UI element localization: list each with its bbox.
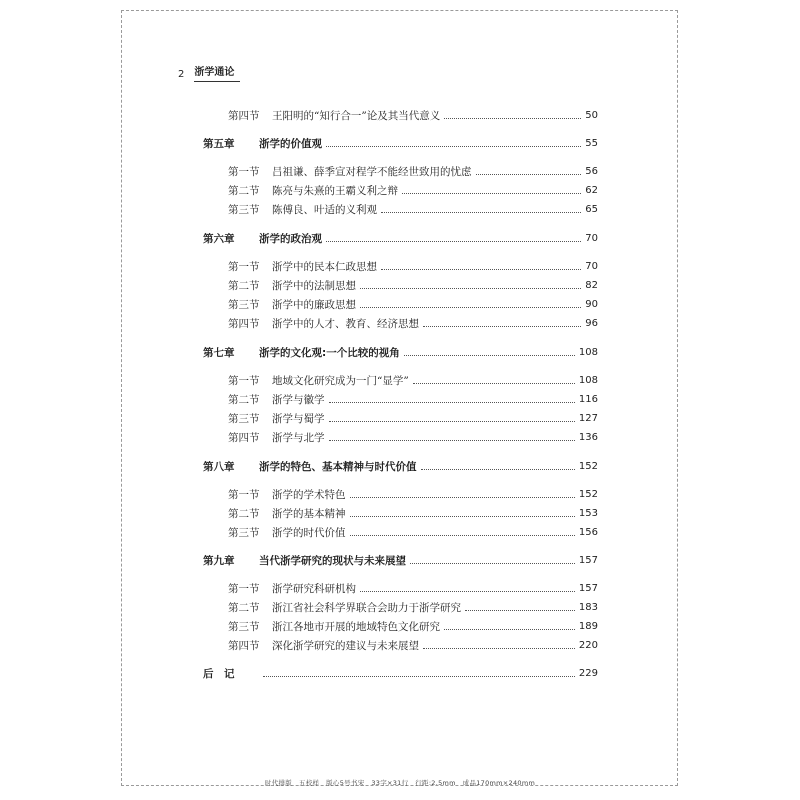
- section-title: 地域文化研究成为一门“显学”: [272, 374, 409, 387]
- dot-leader: [326, 145, 581, 147]
- section-label: 第三节: [228, 412, 260, 425]
- chapter-label: 第六章: [203, 232, 235, 245]
- section-title: 浙江省社会科学界联合会助力于浙学研究: [272, 601, 461, 614]
- dot-leader: [326, 240, 581, 242]
- toc-entry-ch9-s1[interactable]: [228, 579, 598, 597]
- chapter-label: 第九章: [203, 554, 235, 567]
- chapter-title: 浙学的文化观:一个比较的视角: [259, 346, 400, 359]
- toc-entry-ch5[interactable]: [203, 134, 598, 152]
- section-title: 浙学中的民本仁政思想: [272, 260, 377, 273]
- toc-entry-ch7-s2[interactable]: [228, 390, 598, 408]
- dot-leader: [476, 173, 582, 175]
- toc-entry-ch8-s3[interactable]: [228, 523, 598, 541]
- section-label: 第四节: [228, 639, 260, 652]
- toc-entry-ch6-s4[interactable]: [228, 314, 598, 332]
- page-ref: 108: [578, 346, 598, 358]
- chapter-label: 第七章: [203, 346, 235, 359]
- section-title: 吕祖谦、薛季宣对程学不能经世致用的忧虑: [272, 165, 472, 178]
- section-title: 浙学与北学: [272, 431, 325, 444]
- chapter-title: 浙学的政治观: [259, 232, 322, 245]
- section-label: 第二节: [228, 393, 260, 406]
- page-ref: 157: [578, 582, 598, 594]
- section-title: 浙学中的人才、教育、经济思想: [272, 317, 419, 330]
- book-title: 浙学通论: [194, 66, 240, 82]
- page-ref: 65: [585, 203, 598, 215]
- dot-leader: [350, 496, 575, 498]
- page-ref: 55: [585, 137, 598, 149]
- typesetting-footer: 时代排版 五校样 版心5号书宋 33字×31行 行距:2.5mm 成品170mm×240mm: [264, 779, 536, 787]
- page-ref: 82: [585, 279, 598, 291]
- dot-leader: [444, 628, 575, 630]
- dot-leader: [381, 268, 581, 270]
- page-ref: 220: [578, 639, 598, 651]
- dot-leader: [423, 647, 575, 649]
- dot-leader: [381, 211, 581, 213]
- page-ref: 70: [585, 260, 598, 272]
- dot-leader: [329, 420, 575, 422]
- section-label: 第三节: [228, 526, 260, 539]
- toc-entry-ch9[interactable]: [203, 551, 598, 569]
- toc-entry-afterword[interactable]: [203, 664, 598, 682]
- dot-leader: [360, 590, 575, 592]
- section-title: 陈亮与朱熹的王霸义利之辩: [272, 184, 398, 197]
- dot-leader: [465, 609, 575, 611]
- chapter-title: 浙学的特色、基本精神与时代价值: [259, 460, 417, 473]
- toc-entry-ch6-s3[interactable]: [228, 295, 598, 313]
- page-number: 2: [178, 69, 185, 80]
- toc-entry-ch6-s1[interactable]: [228, 257, 598, 275]
- page-ref: 156: [578, 526, 598, 538]
- dot-leader: [360, 287, 581, 289]
- section-title: 浙学的时代价值: [272, 526, 346, 539]
- dot-leader: [413, 382, 575, 384]
- page-ref: 229: [578, 667, 598, 679]
- dot-leader: [350, 515, 575, 517]
- page-ref: 157: [578, 554, 598, 566]
- page-ref: 70: [585, 232, 598, 244]
- section-label: 第一节: [228, 260, 260, 273]
- dot-leader: [350, 534, 575, 536]
- toc-entry-ch6[interactable]: [203, 229, 598, 247]
- section-label: 第四节: [228, 109, 260, 122]
- toc-entry-ch7-s1[interactable]: [228, 371, 598, 389]
- dot-leader: [360, 306, 581, 308]
- section-label: 第三节: [228, 620, 260, 633]
- dot-leader: [444, 117, 581, 119]
- section-title: 王阳明的“知行合一”论及其当代意义: [272, 109, 441, 122]
- toc-entry-ch9-s3[interactable]: [228, 617, 598, 635]
- toc-entry-ch5-s2[interactable]: [228, 181, 598, 199]
- dot-leader: [423, 325, 581, 327]
- toc-entry-ch8-s2[interactable]: [228, 504, 598, 522]
- toc-entry-ch9-s2[interactable]: [228, 598, 598, 616]
- toc-entry-ch8-s1[interactable]: [228, 485, 598, 503]
- page-ref: 116: [578, 393, 598, 405]
- toc-entry-ch6-s2[interactable]: [228, 276, 598, 294]
- section-label: 第一节: [228, 165, 260, 178]
- toc-entry-ch7-s3[interactable]: [228, 409, 598, 427]
- page-ref: 108: [578, 374, 598, 386]
- page-ref: 127: [578, 412, 598, 424]
- toc-entry-ch4-s4[interactable]: [228, 106, 598, 124]
- section-title: 浙学与蜀学: [272, 412, 325, 425]
- section-title: 浙学的学术特色: [272, 488, 346, 501]
- chapter-title: 浙学的价值观: [259, 137, 322, 150]
- dot-leader: [402, 192, 581, 194]
- page-ref: 62: [585, 184, 598, 196]
- chapter-label: 第五章: [203, 137, 235, 150]
- section-title: 陈傅良、叶适的义利观: [272, 203, 377, 216]
- toc-entry-ch8[interactable]: [203, 457, 598, 475]
- section-label: 第二节: [228, 507, 260, 520]
- section-label: 第三节: [228, 203, 260, 216]
- dot-leader: [410, 562, 575, 564]
- section-label: 第二节: [228, 601, 260, 614]
- dot-leader: [329, 401, 575, 403]
- page-ref: 152: [578, 460, 598, 472]
- page-ref: 90: [585, 298, 598, 310]
- section-label: 第三节: [228, 298, 260, 311]
- section-title: 浙学与徽学: [272, 393, 325, 406]
- toc-entry-ch7[interactable]: [203, 343, 598, 361]
- section-label: 第二节: [228, 279, 260, 292]
- dot-leader: [421, 468, 575, 470]
- afterword-label: 后 记: [203, 667, 235, 680]
- toc-entry-ch5-s1[interactable]: [228, 162, 598, 180]
- page-ref: 183: [578, 601, 598, 613]
- page-ref: 136: [578, 431, 598, 443]
- dot-leader: [329, 439, 575, 441]
- section-label: 第四节: [228, 317, 260, 330]
- toc-entry-ch9-s4[interactable]: [228, 636, 598, 654]
- section-title: 浙学中的法制思想: [272, 279, 356, 292]
- chapter-title: 当代浙学研究的现状与未来展望: [259, 554, 406, 567]
- dot-leader: [263, 675, 575, 677]
- dot-leader: [404, 354, 575, 356]
- toc-entry-ch7-s4[interactable]: [228, 428, 598, 446]
- page-ref: 50: [585, 109, 598, 121]
- section-label: 第一节: [228, 488, 260, 501]
- page-ref: 152: [578, 488, 598, 500]
- section-label: 第二节: [228, 184, 260, 197]
- chapter-label: 第八章: [203, 460, 235, 473]
- toc-entry-ch5-s3[interactable]: [228, 200, 598, 218]
- section-title: 浙学的基本精神: [272, 507, 346, 520]
- page-ref: 56: [585, 165, 598, 177]
- page-ref: 153: [578, 507, 598, 519]
- page-ref: 96: [585, 317, 598, 329]
- section-title: 浙江各地市开展的地域特色文化研究: [272, 620, 440, 633]
- section-title: 浙学中的廉政思想: [272, 298, 356, 311]
- section-label: 第四节: [228, 431, 260, 444]
- section-title: 深化浙学研究的建议与未来展望: [272, 639, 419, 652]
- section-label: 第一节: [228, 374, 260, 387]
- section-label: 第一节: [228, 582, 260, 595]
- section-title: 浙学研究科研机构: [272, 582, 356, 595]
- page-ref: 189: [578, 620, 598, 632]
